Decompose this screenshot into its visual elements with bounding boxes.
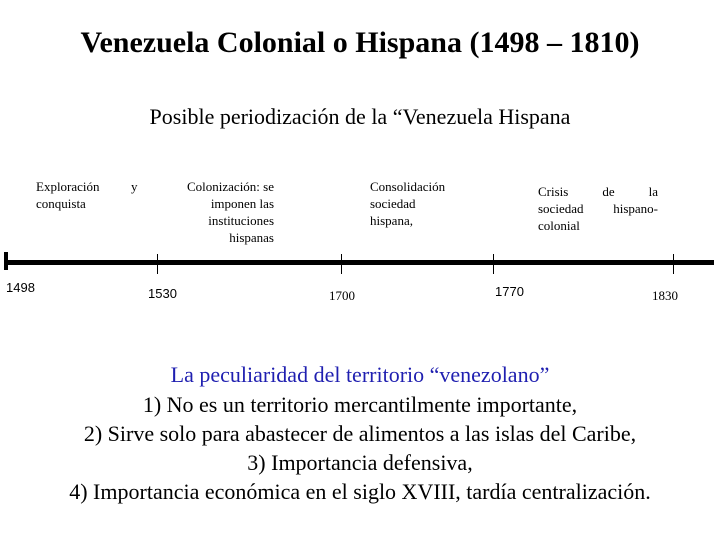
period-crisis-line3: colonial xyxy=(538,218,580,233)
period-exploration-connector: y xyxy=(131,179,138,194)
period-exploration-line2: conquista xyxy=(36,196,86,211)
page-title: Venezuela Colonial o Hispana (1498 – 1810) xyxy=(80,26,640,59)
list-item: 1) No es un territorio mercantilmente importante, xyxy=(142,392,578,417)
period-crisis-word3: la xyxy=(648,184,658,199)
year-label-1700: 1700 xyxy=(329,288,355,303)
period-crisis-word4: sociedad xyxy=(538,201,584,216)
timeline-tick-1700 xyxy=(341,254,342,274)
year-label-1530: 1530 xyxy=(148,286,177,301)
timeline-tick-1530 xyxy=(157,254,158,274)
list-item: 3) Importancia defensiva, xyxy=(247,450,473,475)
period-crisis-line1 xyxy=(538,183,658,200)
page-subtitle: Posible periodización de la “Venezuela Hispana xyxy=(149,104,571,129)
year-label-1498: 1498 xyxy=(6,280,35,295)
timeline-axis xyxy=(4,260,714,265)
year-label-1830: 1830 xyxy=(652,288,678,303)
period-colonization-line1: Colonización: se xyxy=(186,179,274,194)
period-consolidation-line1: Consolidación xyxy=(370,179,446,194)
highlight-heading: La peculiaridad del territorio “venezolano” xyxy=(170,362,550,387)
list-item: 2) Sirve solo para abastecer de alimentos a las islas del Caribe, xyxy=(83,421,637,446)
year-label-1770: 1770 xyxy=(495,284,524,299)
period-exploration xyxy=(36,178,126,212)
period-colonization-line2: imponen las xyxy=(210,196,274,211)
period-colonization-line3: instituciones xyxy=(208,213,274,228)
period-crisis-line2 xyxy=(538,200,658,217)
list-item: 4) Importancia económica en el siglo XVIII, tardía centralización. xyxy=(69,479,651,504)
period-colonization xyxy=(152,178,274,246)
timeline-tick-1830 xyxy=(673,254,674,274)
period-consolidation xyxy=(370,178,470,229)
period-exploration-line1: Exploración xyxy=(36,179,100,194)
period-crisis-word1: Crisis xyxy=(538,184,569,199)
period-colonization-line4: hispanas xyxy=(229,230,274,245)
period-consolidation-line3: hispana, xyxy=(370,213,413,228)
timeline-start-tick xyxy=(4,252,8,270)
period-crisis-word5: hispano- xyxy=(613,201,658,216)
timeline-tick-1770 xyxy=(493,254,494,274)
period-consolidation-line2: sociedad xyxy=(370,196,416,211)
period-crisis xyxy=(538,183,658,234)
period-crisis-word2: de xyxy=(602,184,615,199)
